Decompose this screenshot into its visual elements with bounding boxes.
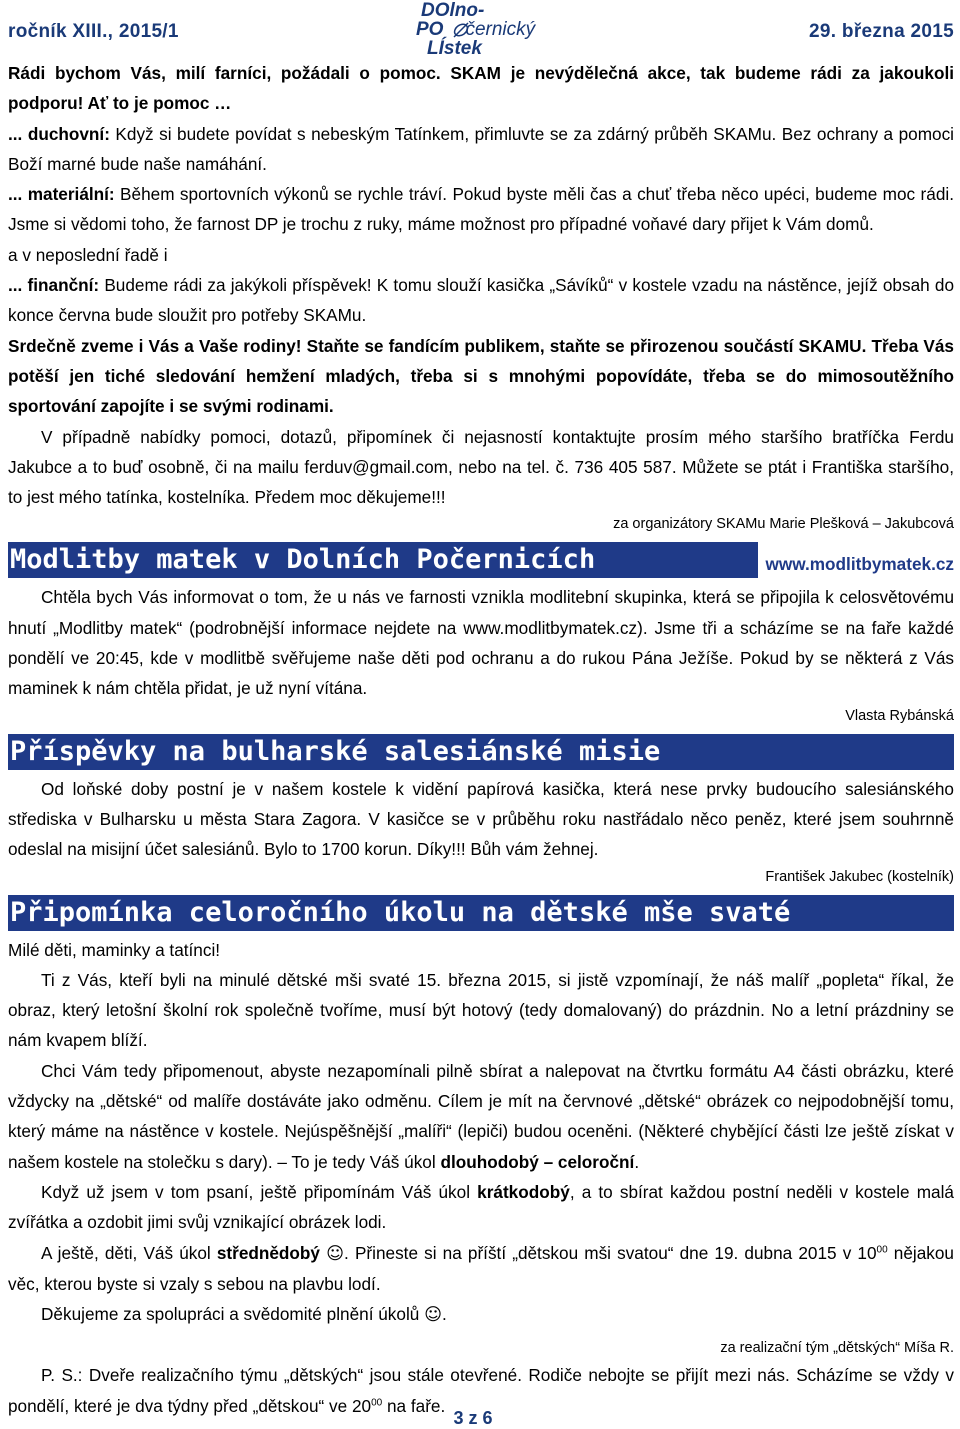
leaf-icon — [451, 20, 471, 40]
ukol-p2: Chci Vám tedy připomenout, abyste nezapomínali pilně sbírat a nalepovat na čtvrtku formátu A4 části obrázku, které vždycky na „dětské“ od malíře dostáváte jako odměnu. Cílem je mít na červnové „dětské“ obrázek co nejpodobnější tomu, který máme na nástěnce v kostele. Nejúspěšnější „malíři“ (lepiči) budou oceněni. (Některé chybějící části lze ještě získat v našem kostele na stolečku s dary). – To je tedy Váš úkol dlouhodobý – celoroční. — [8, 1060, 954, 1172]
newsletter-page — [8, 0, 954, 1421]
skam-financial: ... finanční: Budeme rádi za jakýkoli příspěvek! K tomu slouží kasička „Sávíků“ v kostele vzadu na nástěnce, jejíž obsah do konce června bude sloužit pro potřeby SKAMu. — [8, 275, 954, 326]
modlitby-signature: Vlasta Rybánská — [845, 707, 954, 724]
page-number: 3 z 6 — [453, 1408, 493, 1428]
skam-spiritual: ... duchovní: Když si budete povídat s nebeským Tatínkem, přimluvte se za zdárný průběh SKAMu. Bez ochrany a pomoci Boží marné bude naše namáhání. — [8, 123, 954, 174]
modlitby-heading: Modlitby matek v Dolních Počernicích www.modlitbymatek.cz — [8, 542, 954, 578]
ukol-greeting: Milé děti, maminky a tatínci! — [8, 939, 221, 960]
page-header — [8, 0, 954, 58]
newsletter-logo: DOlno- PO černický LÍstek — [416, 0, 536, 59]
ukol-p4: A ještě, děti, Váš úkol střednědobý ☺. Přineste si na příští „dětskou mši svatou“ dne 19. dubna 2015 v $10^{00}$ nějakou věc, kterou byste si vzaly s sebou na plavbu lodí. — [8, 1242, 954, 1294]
skam-signature: za organizátory SKAMu Marie Plešková – Jakubcová — [613, 516, 954, 533]
smiley-icon: ☺ — [326, 1243, 345, 1264]
misie-heading: Příspěvky na bulharské salesiánské misie — [8, 734, 954, 770]
smiley-icon: ☺ — [424, 1305, 443, 1326]
ukol-heading: Připomínka celoročního úkolu na dětské mše svaté — [8, 895, 954, 931]
skam-contact: V případně nabídky pomoci, dotazů, připomínek či nejasností kontaktujte prosím mého staršího bratříčka Ferdu Jakubce a to buď osobně, či na mailu ferduv@gmail.com, nebo na tel. č. 736 405 587. Můžete se ptát i Františka staršího, to jest mého tatínka, kostelníka. Předem moc děkujeme!!! — [8, 426, 954, 508]
issue-date: 29. března 2015 — [809, 21, 954, 42]
misie-signature: František Jakubec (kostelník) — [765, 868, 954, 885]
ukol-p3: Když už jsem v tom psaní, ještě připomínám Váš úkol krátkodobý, a to sbírat každou postní neděli v kostele malá zvířátka a ozdobit jimi svůj vznikající obrázek lodi. — [8, 1181, 954, 1233]
ukol-p1: Ti z Vás, kteří byli na minulé dětské mši svaté 15. března 2015, si jistě vzpomínají, že náš malíř „popleta“ říkal, že obraz, který letošní školní rok společně tvoříme, musí být hotový (tedy domalovaný) do prázdnin. No a letní prázdniny se nám kvapem blíží. — [8, 969, 954, 1051]
ukol-p5: Děkujeme za spolupráci a svědomité plnění úkolů ☺. — [41, 1304, 447, 1326]
misie-text: Od loňské doby postní je v našem kostele k vidění papírová kasička, která nese prvky budoucího salesiánského střediska v Bulharsku u města Stara Zagora. V kasičce se v průběhu roku nastřádalo něco peněz, které jsem souhrnně odeslal na misijní účet salesiánů. Bylo to 1700 korun. Díky!!! Bůh vám žehnej. — [8, 778, 954, 860]
volume-label: ročník XIII., 2015/1 — [8, 21, 179, 42]
skam-intro: Rádi bychom Vás, milí farníci, požádali o pomoc. SKAM je nevýdělečná akce, tak budeme rádi za jakoukoli podporu! Ať to je pomoc … — [8, 63, 954, 114]
ukol-signature: za realizační tým „dětských“ Míša R. — [720, 1340, 954, 1357]
ukol-ps: P. S.: Dveře realizačního týmu „dětských“ jsou stále otevřené. Rodiče nebojte se přijít mezi nás. Scházíme se vždy v pondělí, které je dva týdny před „dětskou“ ve $20^{00}$ na faře. — [8, 1365, 954, 1416]
skam-material: ... materiální: Během sportovních výkonů se rychle tráví. Pokud byste měli čas a chuť třeba něco upéci, budeme moc rádi. Jsme si vědomi toho, že farnost DP je trochu z ruky, máme možnost pro případné voňavé dary přijet k Vám domů. — [8, 184, 954, 235]
skam-invitation: Srdečně zveme i Vás a Vaše rodiny! Staňte se fandícím publikem, staňte se přirozenou součástí SKAMU. Třeba Vás potěší jen tiché sledování hemžení mladých, třeba si s mnohými popovídáte, třeba se do mimosoutěžního sportování zapojíte i se svými rodinami. — [8, 335, 954, 417]
skam-last: a v neposlední řadě i — [8, 244, 168, 265]
modlitby-url: www.modlitbymatek.cz — [758, 542, 954, 578]
modlitby-text: Chtěla bych Vás informovat o tom, že u nás ve farnosti vznikla modlitební skupinka, která se připojila k celosvětovému hnutí „Modlitby matek“ (podrobnější informace nejdete na www.modlitbymatek.cz). Jsme tři a scházíme se na faře každé pondělí ve 20:45, kde v modlitbě svěřujeme naše děti pod ochranu a do rukou Pána Ježíše. Pokud by se některá z Vás maminek k nám chtěla přidat, je už nyní vítána. — [8, 587, 954, 699]
